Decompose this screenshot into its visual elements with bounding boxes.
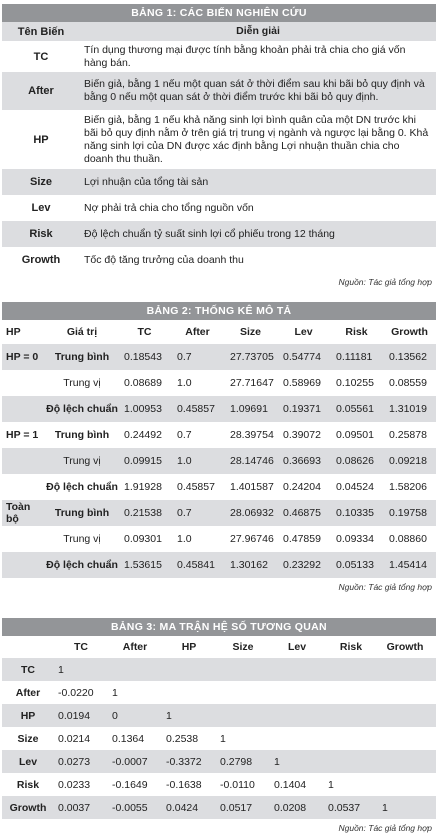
row-label: TC [21, 663, 35, 676]
table-row [2, 750, 436, 773]
table-row [2, 500, 436, 526]
correlation-value: 0.0537 [328, 801, 361, 814]
table3-title: BẢNG 3: MA TRẬN HỆ SỐ TƯƠNG QUAN [2, 618, 436, 636]
table-row [2, 704, 436, 727]
stat-value: 27.73705 [230, 351, 274, 363]
correlation-value: 0.1404 [274, 778, 307, 791]
stat-value: 0.25878 [389, 429, 427, 441]
correlation-value: -0.0007 [112, 755, 148, 768]
table-row [2, 773, 436, 796]
row-label: After [15, 686, 41, 699]
stat-value: 1.58206 [389, 481, 427, 493]
stat-value: 0.58969 [283, 377, 321, 389]
header-hp: HP [181, 641, 197, 653]
variable-description: Độ lệch chuẩn tỷ suất sinh lợi cổ phiếu trong 12 tháng [84, 227, 335, 240]
table-row [2, 474, 436, 500]
variable-description: Tín dụng thương mại được tính bằng khoản phải trả chia cho giá vốn hàng bán. [84, 43, 406, 69]
header-hp: HP [6, 326, 21, 338]
header-size: Size [232, 641, 254, 653]
stat-value: 0.7 [177, 507, 192, 519]
correlation-value: 0.0194 [58, 709, 91, 722]
table3-body [2, 658, 436, 819]
stat-value: 0.13562 [389, 351, 427, 363]
header-growth: Growth [391, 326, 428, 338]
table2-body [2, 344, 436, 578]
stat-value: 1.31019 [389, 403, 427, 415]
stat-value: 0.24492 [124, 429, 162, 441]
stat-label: Trung vị [63, 377, 101, 389]
correlation-value: 1 [166, 709, 172, 722]
correlation-value: 1 [220, 732, 226, 745]
correlation-value: 1 [274, 755, 280, 768]
stat-value: 0.45841 [177, 559, 215, 571]
stat-value: 0.09218 [389, 455, 427, 467]
stat-label: Độ lệch chuẩn [46, 559, 118, 571]
group-label: HP = 0 [6, 351, 39, 363]
header-tc: TC [74, 641, 88, 653]
header-after: After [122, 641, 148, 653]
stat-value: 0.09501 [336, 429, 374, 441]
correlation-value: -0.0055 [112, 801, 148, 814]
table-row [2, 448, 436, 474]
header-tc: TC [137, 326, 152, 338]
header-growth: Growth [386, 641, 424, 653]
table3-source: Nguồn: Tác giả tổng hợp [338, 823, 432, 833]
table-row [2, 72, 436, 110]
stat-value: 0.08559 [389, 377, 427, 389]
table1-header [2, 22, 436, 41]
table-row [2, 796, 436, 819]
correlation-value: 0.0214 [58, 732, 91, 745]
correlation-value: 1 [382, 801, 388, 814]
correlation-value: 0.2798 [220, 755, 253, 768]
stat-value: 1.401587 [230, 481, 274, 493]
correlation-value: -0.1638 [166, 778, 202, 791]
stat-value: 0.45857 [177, 481, 215, 493]
correlation-value: 0.1364 [112, 732, 145, 745]
variable-name: Lev [31, 202, 51, 214]
stat-value: 0.09915 [124, 455, 162, 467]
header-risk: Risk [345, 326, 368, 338]
correlation-value: -0.0220 [58, 686, 94, 699]
correlation-matrix-table [2, 618, 436, 833]
stat-label: Độ lệch chuẩn [46, 403, 118, 415]
correlation-value: 1 [328, 778, 334, 791]
stat-label: Trung vị [63, 533, 101, 545]
header-variable-name: Tên Biến [17, 25, 65, 38]
table-row [2, 169, 436, 195]
stat-value: 28.14746 [230, 455, 274, 467]
stat-value: 28.39754 [230, 429, 274, 441]
table1-source: Nguồn: Tác giả tổng hợp [338, 277, 432, 287]
header-risk: Risk [339, 641, 363, 653]
table-row [2, 552, 436, 578]
variable-description: Biến giả, bằng 1 nếu khả năng sinh lợi bình quân của một DN trước khi bãi bỏ quy định nằm ở trên giá trị trung vị ngành và ngược lại bằng 0. Khả năng sinh lợi của DN được xác định bằng Lợi nhuận thuần chia cho doanh thu thuần. [84, 113, 429, 165]
stat-value: 0.10335 [336, 507, 374, 519]
correlation-value: -0.3372 [166, 755, 202, 768]
correlation-value: 0.0233 [58, 778, 91, 791]
header-size: Size [239, 326, 261, 338]
stat-label: Trung bình [54, 507, 110, 519]
table-row [2, 41, 436, 72]
row-label: Growth [9, 801, 47, 814]
stat-value: 0.45857 [177, 403, 215, 415]
stat-value: 28.06932 [230, 507, 274, 519]
stat-label: Trung bình [54, 351, 110, 363]
correlation-value: 1 [112, 686, 118, 699]
correlation-value: 0.0273 [58, 755, 91, 768]
stat-value: 0.23292 [283, 559, 321, 571]
row-label: Lev [18, 755, 38, 768]
stat-value: 0.09301 [124, 533, 162, 545]
correlation-value: 0.2538 [166, 732, 199, 745]
stat-label: Trung bình [54, 429, 110, 441]
stat-value: 27.96746 [230, 533, 274, 545]
variable-name: TC [33, 50, 49, 63]
stat-value: 0.21538 [124, 507, 162, 519]
stat-value: 0.19758 [389, 507, 427, 519]
stat-value: 0.46875 [283, 507, 321, 519]
stat-value: 0.09334 [336, 533, 374, 545]
stat-label: Trung vị [63, 455, 101, 467]
group-label: HP = 1 [6, 429, 39, 441]
header-description: Diễn giải [236, 25, 280, 37]
stat-value: 0.7 [177, 429, 192, 441]
header-lev: Lev [294, 326, 313, 338]
correlation-value: -0.1649 [112, 778, 148, 791]
correlation-value: 0 [112, 709, 118, 722]
table-row [2, 221, 436, 247]
table3-header [2, 636, 436, 658]
table1-title: BẢNG 1: CÁC BIẾN NGHIÊN CỨU [2, 4, 436, 22]
stat-value: 1.09691 [230, 403, 268, 415]
variable-name: After [28, 85, 54, 97]
table-row [2, 195, 436, 221]
table-row [2, 658, 436, 681]
variable-description: Nợ phải trả chia cho tổng nguồn vốn [84, 201, 254, 214]
variable-description: Lợi nhuận của tổng tài sản [84, 175, 209, 188]
header-lev: Lev [287, 641, 307, 653]
stat-value: 0.19371 [283, 403, 321, 415]
stat-value: 1.0 [177, 455, 192, 467]
stat-value: 0.18543 [124, 351, 162, 363]
stat-value: 1.00953 [124, 403, 162, 415]
stat-value: 0.04524 [336, 481, 374, 493]
stat-value: 0.7 [177, 351, 192, 363]
row-label: Risk [16, 778, 40, 791]
variable-description: Tốc độ tăng trưởng của doanh thu [84, 253, 244, 266]
correlation-value: 1 [58, 663, 64, 676]
stat-value: 1.45414 [389, 559, 427, 571]
variable-description: Biến giả, bằng 1 nếu một quan sát ở thời điểm sau khi bãi bỏ quy định và bằng 0 nếu một quan sát ở thời điểm trước khi bãi bỏ quy định. [84, 78, 425, 103]
stat-value: 0.11181 [336, 351, 373, 363]
stat-value: 1.0 [177, 377, 192, 389]
table-row [2, 110, 436, 169]
table-row [2, 396, 436, 422]
stat-value: 0.10255 [336, 377, 374, 389]
stat-value: 0.08689 [124, 377, 162, 389]
stat-value: 1.91928 [124, 481, 162, 493]
table-row [2, 370, 436, 396]
table2-source: Nguồn: Tác giả tổng hợp [338, 582, 432, 592]
table-row [2, 422, 436, 448]
header-after: After [185, 326, 210, 338]
descriptive-stats-table [2, 302, 436, 592]
stat-value: 0.54774 [283, 351, 321, 363]
stat-value: 27.71647 [230, 377, 274, 389]
variable-name: Growth [21, 254, 61, 266]
correlation-value: -0.0110 [220, 778, 255, 791]
stat-value: 0.05133 [336, 559, 374, 571]
table2-header [2, 320, 436, 344]
table-row [2, 681, 436, 704]
stat-value: 0.05561 [336, 403, 374, 415]
header-value: Giá trị [66, 326, 98, 338]
stat-value: 0.36693 [283, 455, 321, 467]
stat-value: 0.39072 [283, 429, 321, 441]
stat-value: 0.47859 [283, 533, 321, 545]
variables-table [2, 4, 436, 287]
correlation-value: 0.0424 [166, 801, 199, 814]
stat-value: 0.08626 [336, 455, 374, 467]
stat-value: 1.53615 [124, 559, 162, 571]
variable-name: Risk [29, 228, 53, 240]
table2-title: BẢNG 2: THỐNG KÊ MÔ TẢ [2, 302, 436, 320]
row-label: Size [17, 732, 39, 745]
stat-value: 0.08860 [389, 533, 427, 545]
table-row [2, 526, 436, 552]
variable-name: HP [33, 133, 49, 146]
stat-value: 1.30162 [230, 559, 268, 571]
table-row [2, 247, 436, 273]
row-label: HP [20, 709, 36, 722]
correlation-value: 0.0517 [220, 801, 253, 814]
correlation-value: 0.0037 [58, 801, 91, 814]
group-label: Toàn bộ [6, 501, 31, 525]
stat-value: 0.24204 [283, 481, 321, 493]
stat-label: Độ lệch chuẩn [46, 481, 118, 493]
correlation-value: 0.0208 [274, 801, 307, 814]
stat-value: 1.0 [177, 533, 192, 545]
table-row [2, 344, 436, 370]
table-row [2, 727, 436, 750]
variable-name: Size [29, 176, 52, 188]
